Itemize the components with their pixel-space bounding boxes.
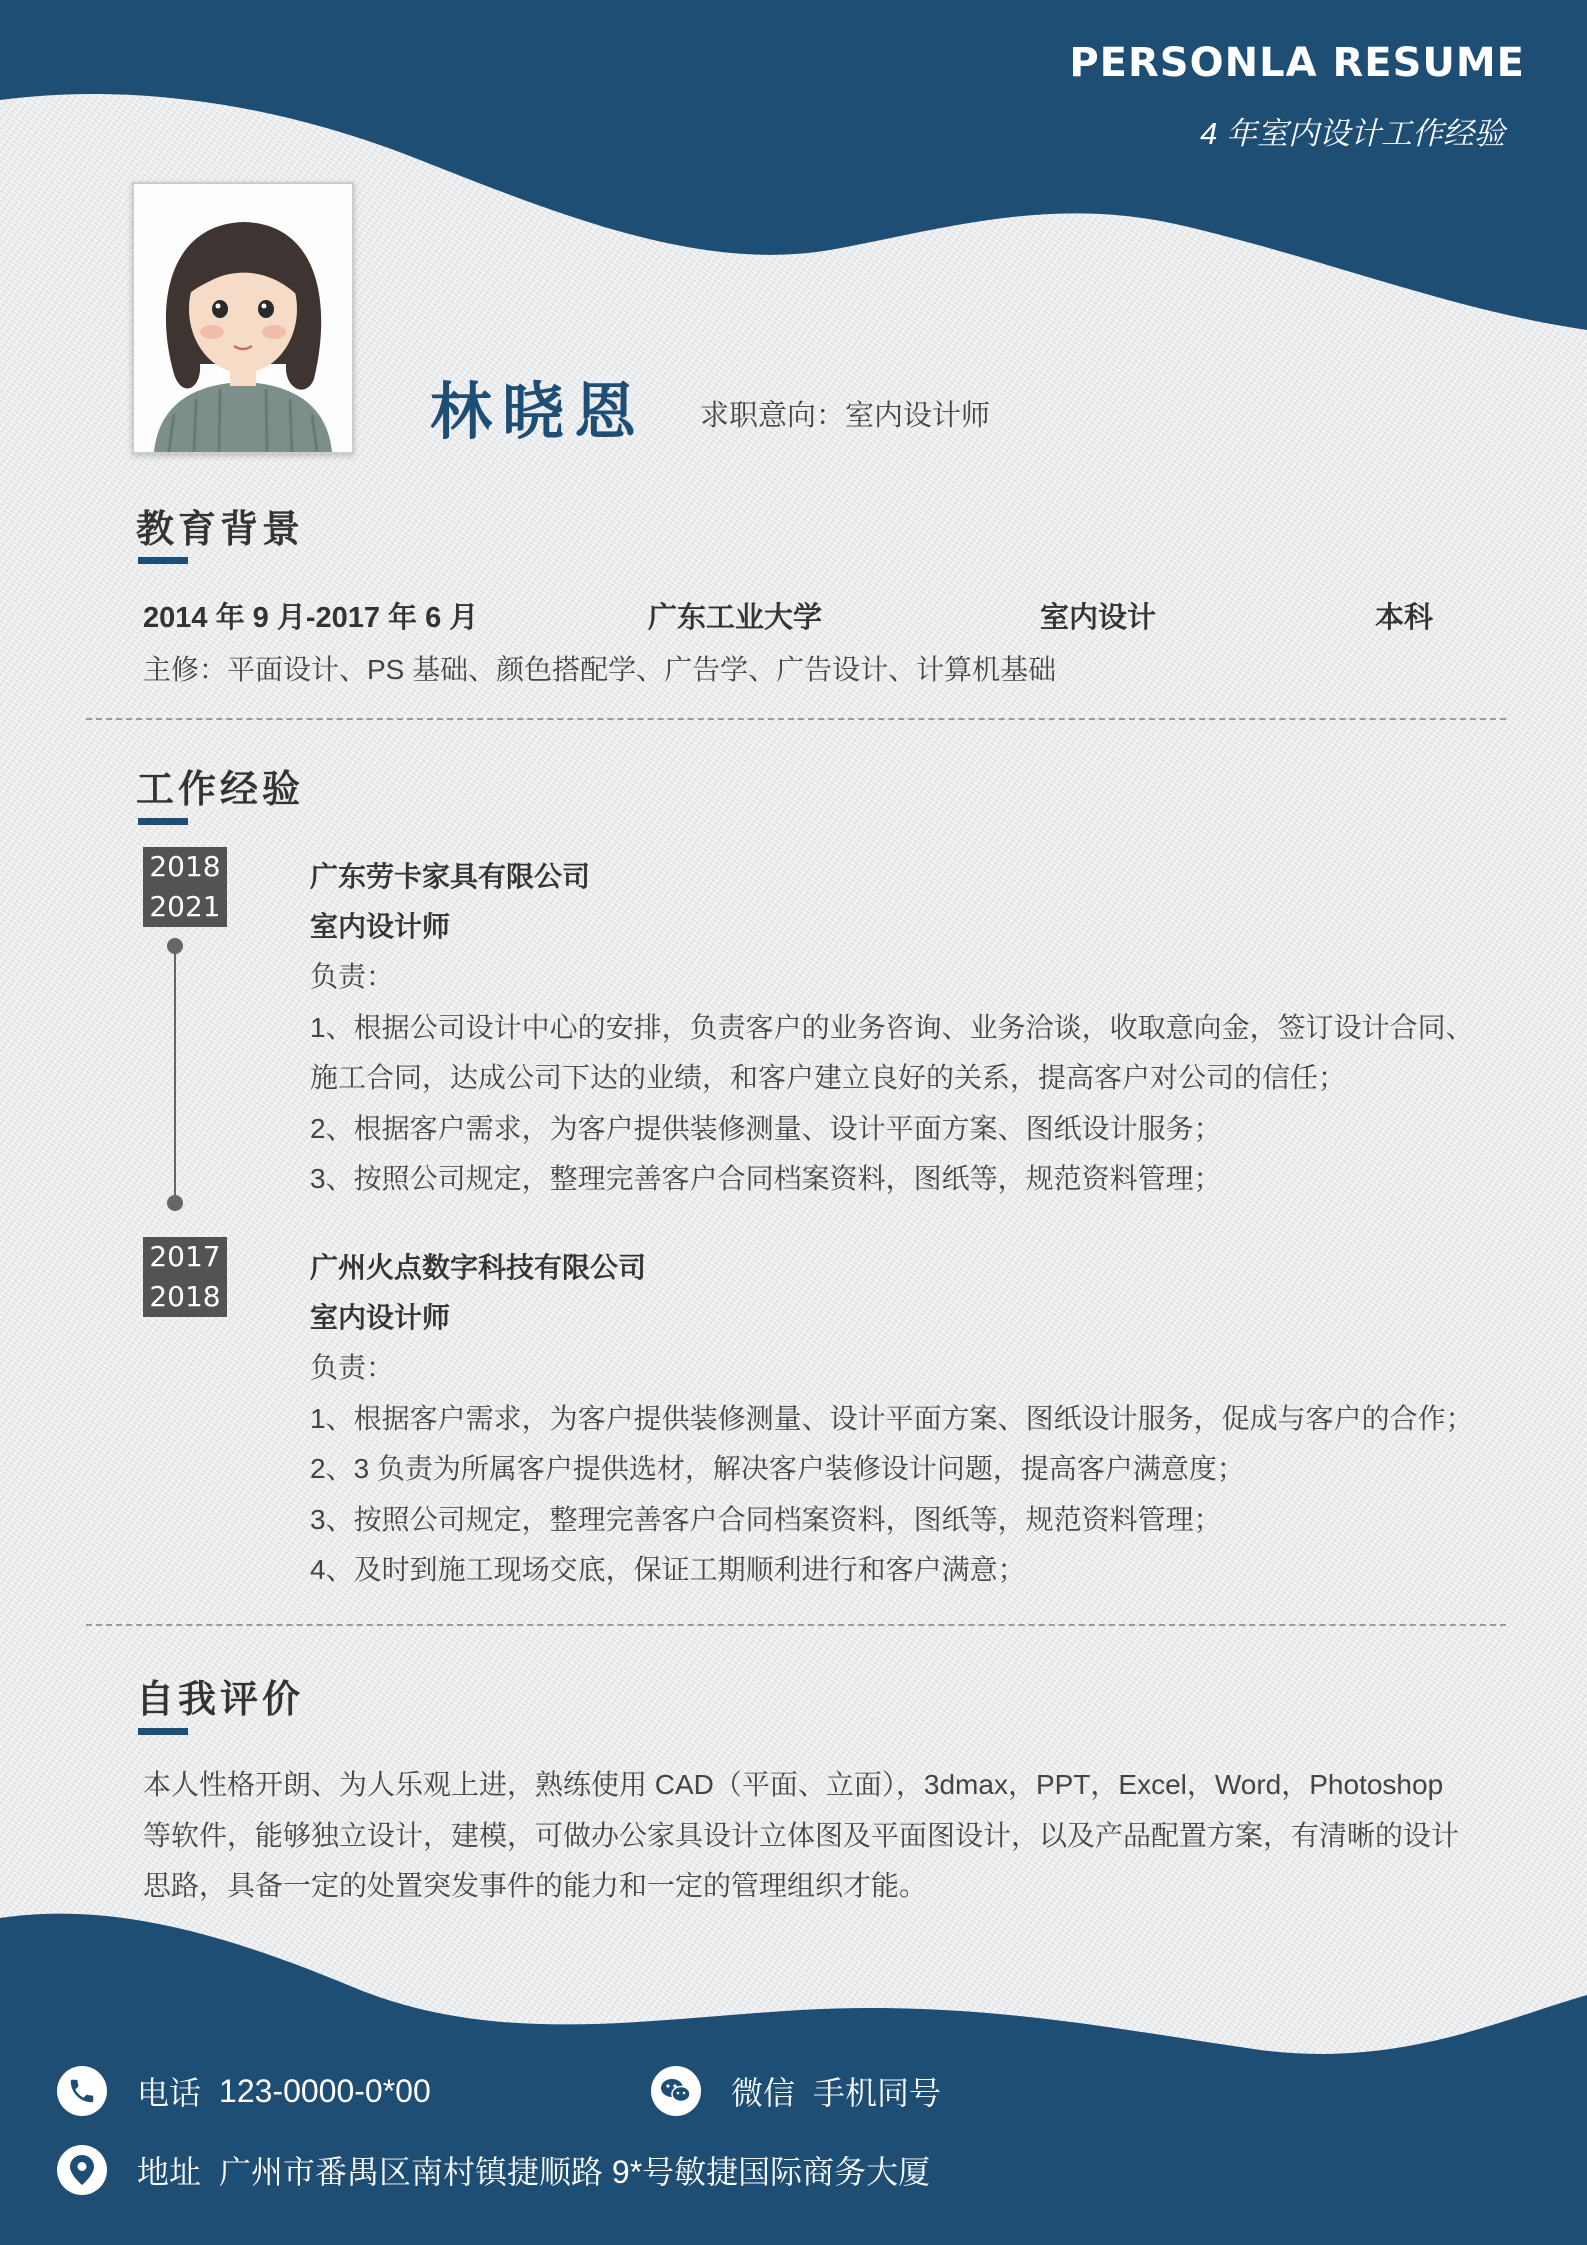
education-major: 室内设计 xyxy=(1040,602,1157,634)
self-eval-line: 思路，具备一定的处置突发事件的能力和一定的管理组织才能。 xyxy=(143,1870,928,1901)
self-eval-line: 本人性格开朗、为人乐观上进，熟练使用 CAD（平面、立面），3dmax，PPT，Excel，Word，Photoshop xyxy=(143,1769,1444,1800)
education-degree: 本科 xyxy=(1375,602,1434,634)
education-school: 广东工业大学 xyxy=(648,602,823,634)
job-1-end-year: 2021 xyxy=(149,890,221,923)
wechat-value: 手机同号 xyxy=(813,2075,942,2111)
work-title-bar xyxy=(138,818,188,825)
contact-phone xyxy=(57,2066,431,2116)
education-period: 2014 年 9 月-2017 年 6 月 xyxy=(143,602,479,634)
job-2 xyxy=(310,1243,1490,1596)
divider xyxy=(86,718,1506,720)
avatar xyxy=(132,182,354,454)
job-1-duty-line: 1、根据公司设计中心的安排，负责客户的业务咨询、业务洽谈，收取意向金，签订设计合同、 xyxy=(310,1011,1474,1043)
divider xyxy=(86,1624,1506,1626)
address-label: 地址 xyxy=(137,2154,202,2190)
job-2-company: 广州火点数字科技有限公司 xyxy=(310,1252,647,1283)
contact-wechat xyxy=(651,2066,941,2116)
header-subtitle: 4 年室内设计工作经验 xyxy=(1200,116,1505,151)
self-eval-section-title: 自我评价 xyxy=(136,1677,305,1721)
job-1-position: 室内设计师 xyxy=(310,911,451,942)
job-1-start-year: 2018 xyxy=(149,850,221,883)
job-2-years xyxy=(143,1237,227,1317)
self-eval-text xyxy=(143,1760,1483,1912)
timeline-line xyxy=(174,946,176,1202)
self-eval-line: 等软件，能够独立设计，建模，可做办公家具设计立体图及平面图设计，以及产品配置方案，有清晰的设计 xyxy=(143,1819,1460,1851)
education-section-title: 教育背景 xyxy=(136,507,305,551)
phone-label: 电话 xyxy=(137,2075,202,2111)
job-1-duty-line: 3、按照公司规定，整理完善客户合同档案资料，图纸等，规范资料管理； xyxy=(310,1163,1222,1194)
job-1-company: 广东劳卡家具有限公司 xyxy=(310,861,591,892)
address-value: 广州市番禺区南村镇捷顺路 9*号敏捷国际商务大厦 xyxy=(219,2154,931,2190)
candidate-name: 林晓恩 xyxy=(430,375,647,448)
job-2-duty-label: 负责： xyxy=(310,1352,395,1383)
job-2-duty-line: 4、及时到施工现场交底，保证工期顺利进行和客户满意； xyxy=(310,1554,1026,1585)
job-2-duty-line: 2、3 负责为所属客户提供选材，解决客户装修设计问题，提高客户满意度； xyxy=(310,1453,1245,1484)
job-2-start-year: 2017 xyxy=(149,1240,221,1273)
job-intent: 求职意向：室内设计师 xyxy=(700,400,991,432)
job-1 xyxy=(310,852,1490,1205)
phone-icon xyxy=(57,2066,107,2116)
job-1-years xyxy=(143,847,227,927)
self-eval-title-bar xyxy=(138,1728,188,1735)
location-pin-icon xyxy=(57,2145,107,2195)
job-2-end-year: 2018 xyxy=(149,1280,221,1313)
timeline-dot xyxy=(167,1195,183,1211)
job-1-duty-line: 施工合同，达成公司下达的业绩，和客户建立良好的关系，提高客户对公司的信任； xyxy=(310,1062,1347,1093)
education-courses: 主修：平面设计、PS 基础、颜色搭配学、广告学、广告设计、计算机基础 xyxy=(143,654,1057,685)
wechat-icon xyxy=(651,2066,701,2116)
job-2-duty-line: 1、根据客户需求，为客户提供装修测量、设计平面方案、图纸设计服务，促成与客户的合作； xyxy=(310,1402,1474,1434)
contact-address xyxy=(57,2145,930,2195)
phone-value: 123-0000-0*00 xyxy=(219,2072,431,2109)
wechat-label: 微信 xyxy=(731,2075,796,2111)
education-title-bar xyxy=(138,557,188,564)
job-1-duty-line: 2、根据客户需求，为客户提供装修测量、设计平面方案、图纸设计服务； xyxy=(310,1112,1222,1144)
job-2-position: 室内设计师 xyxy=(310,1302,451,1333)
header-title-en: PERSONLA RESUME xyxy=(1069,40,1525,86)
job-1-duty-label: 负责： xyxy=(310,961,395,992)
job-2-duty-line: 3、按照公司规定，整理完善客户合同档案资料，图纸等，规范资料管理； xyxy=(310,1503,1222,1535)
work-section-title: 工作经验 xyxy=(136,767,305,811)
